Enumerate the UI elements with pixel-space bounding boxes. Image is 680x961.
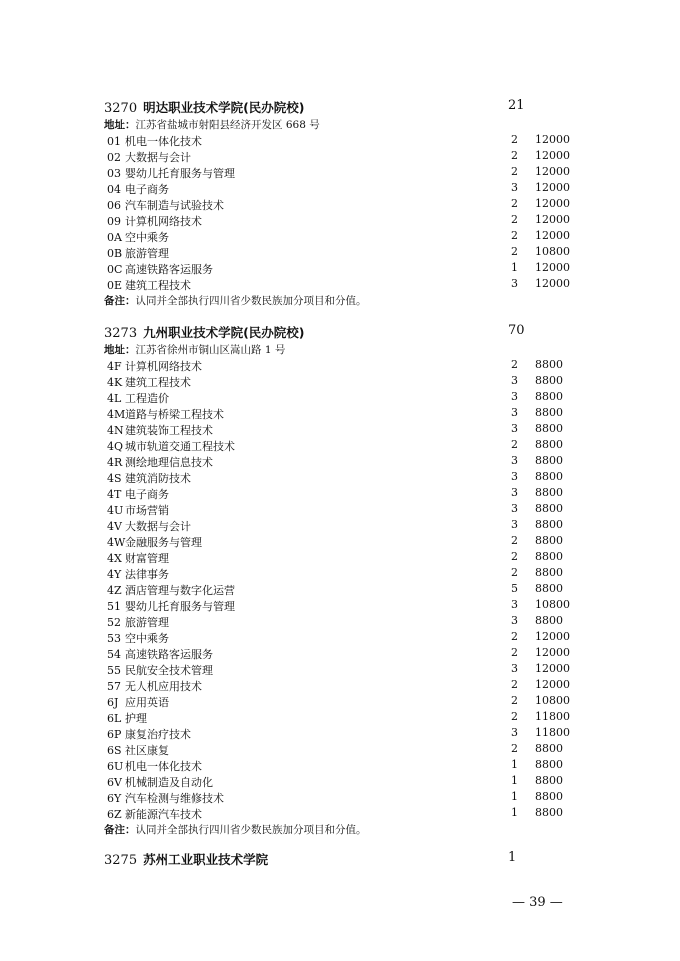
major-name: 新能源汽车技术 xyxy=(125,808,202,821)
major-row xyxy=(107,277,191,293)
major-tuition: 12000 xyxy=(535,149,570,162)
major-tuition: 10800 xyxy=(535,245,570,258)
major-row xyxy=(107,758,202,774)
major-name: 酒店管理与数字化运营 xyxy=(125,584,235,597)
major-name: 财富管理 xyxy=(125,552,169,565)
major-code: 0A xyxy=(107,231,122,244)
major-tuition: 8800 xyxy=(535,390,563,403)
major-name: 计算机网络技术 xyxy=(125,360,202,373)
major-name: 社区康复 xyxy=(125,744,169,757)
major-name: 婴幼儿托育服务与管理 xyxy=(125,600,235,613)
major-plan-count: 3 xyxy=(511,502,518,515)
major-plan-count: 3 xyxy=(511,390,518,403)
school-heading xyxy=(104,323,305,341)
major-plan-count: 2 xyxy=(511,197,518,210)
major-code: 6S xyxy=(107,744,122,757)
major-row xyxy=(107,646,213,662)
major-tuition: 8800 xyxy=(535,742,563,755)
major-tuition: 8800 xyxy=(535,406,563,419)
major-row xyxy=(107,149,191,165)
major-row xyxy=(107,406,224,422)
major-plan-count: 3 xyxy=(511,486,518,499)
major-tuition: 8800 xyxy=(535,454,563,467)
major-plan-count: 3 xyxy=(511,422,518,435)
school-name: 九州职业技术学院(民办院校) xyxy=(143,325,305,340)
major-code: 4K xyxy=(107,376,123,389)
major-name: 旅游管理 xyxy=(125,616,169,629)
major-row xyxy=(107,806,202,822)
major-code: 4R xyxy=(107,456,123,469)
major-row xyxy=(107,598,235,614)
major-tuition: 8800 xyxy=(535,422,563,435)
major-name: 空中乘务 xyxy=(125,231,169,244)
major-name: 大数据与会计 xyxy=(125,151,191,164)
major-row xyxy=(107,694,169,710)
address-label: 地址： xyxy=(104,344,136,356)
major-plan-count: 2 xyxy=(511,438,518,451)
major-plan-count: 1 xyxy=(511,261,518,274)
major-code: 4U xyxy=(107,504,124,517)
major-row xyxy=(107,662,213,678)
major-row xyxy=(107,422,213,438)
major-plan-count: 2 xyxy=(511,213,518,226)
major-code: 06 xyxy=(107,199,121,212)
major-tuition: 12000 xyxy=(535,646,570,659)
major-tuition: 10800 xyxy=(535,694,570,707)
major-plan-count: 3 xyxy=(511,662,518,675)
note-label: 备注： xyxy=(104,824,136,836)
major-name: 应用英语 xyxy=(125,696,169,709)
major-name: 建筑消防技术 xyxy=(125,472,191,485)
major-code: 54 xyxy=(107,648,121,661)
major-name: 建筑工程技术 xyxy=(125,376,191,389)
major-code: 03 xyxy=(107,167,121,180)
major-name: 无人机应用技术 xyxy=(125,680,202,693)
major-name: 康复治疗技术 xyxy=(125,728,191,741)
major-tuition: 8800 xyxy=(535,374,563,387)
major-tuition: 8800 xyxy=(535,582,563,595)
major-name: 婴幼儿托育服务与管理 xyxy=(125,167,235,180)
major-code: 6U xyxy=(107,760,124,773)
major-code: 55 xyxy=(107,664,121,677)
school-note xyxy=(104,822,367,837)
major-code: 52 xyxy=(107,616,121,629)
major-tuition: 8800 xyxy=(535,806,563,819)
major-plan-count: 1 xyxy=(511,758,518,771)
major-tuition: 12000 xyxy=(535,261,570,274)
page-number: — 39 — xyxy=(512,895,563,910)
major-name: 电子商务 xyxy=(125,183,169,196)
major-row xyxy=(107,790,224,806)
major-tuition: 8800 xyxy=(535,758,563,771)
major-code: 4N xyxy=(107,424,124,437)
major-row xyxy=(107,261,213,277)
major-tuition: 11800 xyxy=(535,726,570,739)
major-plan-count: 3 xyxy=(511,374,518,387)
major-row xyxy=(107,133,202,149)
major-row xyxy=(107,630,169,646)
major-plan-count: 3 xyxy=(511,181,518,194)
note-text: 认同并全部执行四川省少数民族加分项目和分值。 xyxy=(135,295,367,307)
major-row xyxy=(107,390,169,406)
major-code: 09 xyxy=(107,215,121,228)
major-code: 04 xyxy=(107,183,121,196)
major-name: 计算机网络技术 xyxy=(125,215,202,228)
major-code: 4Z xyxy=(107,584,122,597)
note-label: 备注： xyxy=(104,295,136,307)
major-code: 4S xyxy=(107,472,122,485)
major-tuition: 8800 xyxy=(535,486,563,499)
major-plan-count: 5 xyxy=(511,582,518,595)
major-code: 4M xyxy=(107,408,126,421)
major-row xyxy=(107,197,224,213)
major-code: 6Z xyxy=(107,808,122,821)
major-plan-count: 2 xyxy=(511,245,518,258)
major-name: 高速铁路客运服务 xyxy=(125,648,213,661)
major-row xyxy=(107,454,213,470)
major-plan-count: 2 xyxy=(511,742,518,755)
major-row xyxy=(107,566,169,582)
major-name: 工程造价 xyxy=(125,392,169,405)
major-tuition: 8800 xyxy=(535,470,563,483)
major-plan-count: 2 xyxy=(511,534,518,547)
major-plan-count: 3 xyxy=(511,598,518,611)
major-name: 空中乘务 xyxy=(125,632,169,645)
major-tuition: 12000 xyxy=(535,181,570,194)
major-tuition: 8800 xyxy=(535,518,563,531)
school-name: 明达职业技术学院(民办院校) xyxy=(143,100,305,115)
major-plan-count: 3 xyxy=(511,518,518,531)
school-code: 3275 xyxy=(104,853,138,868)
major-tuition: 12000 xyxy=(535,277,570,290)
major-tuition: 12000 xyxy=(535,678,570,691)
major-plan-count: 2 xyxy=(511,694,518,707)
major-row xyxy=(107,470,191,486)
major-tuition: 8800 xyxy=(535,790,563,803)
major-code: 6P xyxy=(107,728,122,741)
major-name: 城市轨道交通工程技术 xyxy=(125,440,235,453)
major-name: 建筑装饰工程技术 xyxy=(125,424,213,437)
major-row xyxy=(107,726,191,742)
major-plan-count: 1 xyxy=(511,774,518,787)
major-row xyxy=(107,213,202,229)
school-heading xyxy=(104,98,305,116)
major-plan-count: 2 xyxy=(511,646,518,659)
major-row xyxy=(107,518,191,534)
major-name: 机械制造及自动化 xyxy=(125,776,213,789)
major-row xyxy=(107,438,235,454)
major-code: 0B xyxy=(107,247,123,260)
major-code: 6Y xyxy=(107,792,122,805)
school-address xyxy=(104,342,285,357)
major-name: 测绘地理信息技术 xyxy=(125,456,213,469)
major-tuition: 8800 xyxy=(535,566,563,579)
school-total-count: 70 xyxy=(508,323,525,338)
major-row xyxy=(107,582,235,598)
major-name: 民航安全技术管理 xyxy=(125,664,213,677)
major-row xyxy=(107,678,202,694)
major-code: 4Y xyxy=(107,568,122,581)
major-code: 4L xyxy=(107,392,122,405)
major-row xyxy=(107,374,191,390)
major-name: 旅游管理 xyxy=(125,247,169,260)
major-name: 机电一体化技术 xyxy=(125,135,202,148)
major-tuition: 12000 xyxy=(535,630,570,643)
major-tuition: 8800 xyxy=(535,358,563,371)
major-plan-count: 1 xyxy=(511,790,518,803)
major-plan-count: 2 xyxy=(511,149,518,162)
major-row xyxy=(107,550,169,566)
major-plan-count: 2 xyxy=(511,358,518,371)
major-plan-count: 2 xyxy=(511,229,518,242)
major-plan-count: 3 xyxy=(511,470,518,483)
major-tuition: 12000 xyxy=(535,229,570,242)
major-name: 汽车检测与维修技术 xyxy=(125,792,224,805)
major-tuition: 12000 xyxy=(535,165,570,178)
school-address xyxy=(104,117,320,132)
major-plan-count: 2 xyxy=(511,630,518,643)
major-tuition: 12000 xyxy=(535,662,570,675)
major-row xyxy=(107,245,169,261)
major-code: 4Q xyxy=(107,440,124,453)
major-code: 0E xyxy=(107,279,123,292)
major-row xyxy=(107,229,169,245)
major-plan-count: 3 xyxy=(511,726,518,739)
school-code: 3273 xyxy=(104,326,138,341)
school-heading xyxy=(104,850,268,868)
school-code: 3270 xyxy=(104,101,138,116)
major-row xyxy=(107,614,169,630)
major-tuition: 11800 xyxy=(535,710,570,723)
major-plan-count: 1 xyxy=(511,806,518,819)
major-name: 建筑工程技术 xyxy=(125,279,191,292)
major-row xyxy=(107,502,169,518)
major-row xyxy=(107,181,169,197)
major-code: 51 xyxy=(107,600,121,613)
major-name: 护理 xyxy=(125,712,147,725)
major-name: 电子商务 xyxy=(125,488,169,501)
address-text: 江苏省徐州市铜山区嵩山路 1 号 xyxy=(135,344,286,356)
major-row xyxy=(107,534,202,550)
major-tuition: 10800 xyxy=(535,598,570,611)
major-row xyxy=(107,486,169,502)
major-name: 大数据与会计 xyxy=(125,520,191,533)
major-tuition: 8800 xyxy=(535,550,563,563)
note-text: 认同并全部执行四川省少数民族加分项目和分值。 xyxy=(135,824,367,836)
school-total-count: 1 xyxy=(508,850,517,865)
major-plan-count: 2 xyxy=(511,550,518,563)
major-code: 53 xyxy=(107,632,121,645)
major-plan-count: 3 xyxy=(511,277,518,290)
major-code: 0C xyxy=(107,263,123,276)
major-tuition: 8800 xyxy=(535,534,563,547)
major-tuition: 12000 xyxy=(535,213,570,226)
major-code: 02 xyxy=(107,151,121,164)
major-name: 金融服务与管理 xyxy=(125,536,202,549)
major-code: 01 xyxy=(107,135,121,148)
major-code: 6V xyxy=(107,776,122,789)
major-name: 汽车制造与试验技术 xyxy=(125,199,224,212)
major-code: 6L xyxy=(107,712,122,725)
major-name: 法律事务 xyxy=(125,568,169,581)
major-code: 4T xyxy=(107,488,122,501)
major-tuition: 12000 xyxy=(535,197,570,210)
major-plan-count: 2 xyxy=(511,566,518,579)
major-plan-count: 3 xyxy=(511,614,518,627)
major-code: 6J xyxy=(107,696,119,709)
major-row xyxy=(107,358,202,374)
major-tuition: 8800 xyxy=(535,614,563,627)
address-text: 江苏省盐城市射阳县经济开发区 668 号 xyxy=(135,119,320,131)
major-row xyxy=(107,742,169,758)
major-tuition: 12000 xyxy=(535,133,570,146)
major-tuition: 8800 xyxy=(535,438,563,451)
address-label: 地址： xyxy=(104,119,136,131)
major-plan-count: 2 xyxy=(511,133,518,146)
major-name: 高速铁路客运服务 xyxy=(125,263,213,276)
major-plan-count: 3 xyxy=(511,406,518,419)
major-code: 4V xyxy=(107,520,122,533)
major-row xyxy=(107,165,235,181)
major-code: 4X xyxy=(107,552,122,565)
major-code: 4F xyxy=(107,360,122,373)
major-row xyxy=(107,774,213,790)
major-tuition: 8800 xyxy=(535,502,563,515)
major-code: 4W xyxy=(107,536,126,549)
major-row xyxy=(107,710,147,726)
major-plan-count: 3 xyxy=(511,454,518,467)
major-code: 57 xyxy=(107,680,121,693)
major-plan-count: 2 xyxy=(511,165,518,178)
major-name: 道路与桥梁工程技术 xyxy=(125,408,224,421)
school-name: 苏州工业职业技术学院 xyxy=(143,852,269,867)
major-plan-count: 2 xyxy=(511,678,518,691)
school-note xyxy=(104,293,367,308)
school-total-count: 21 xyxy=(508,98,525,113)
major-tuition: 8800 xyxy=(535,774,563,787)
major-plan-count: 2 xyxy=(511,710,518,723)
major-name: 机电一体化技术 xyxy=(125,760,202,773)
major-name: 市场营销 xyxy=(125,504,169,517)
